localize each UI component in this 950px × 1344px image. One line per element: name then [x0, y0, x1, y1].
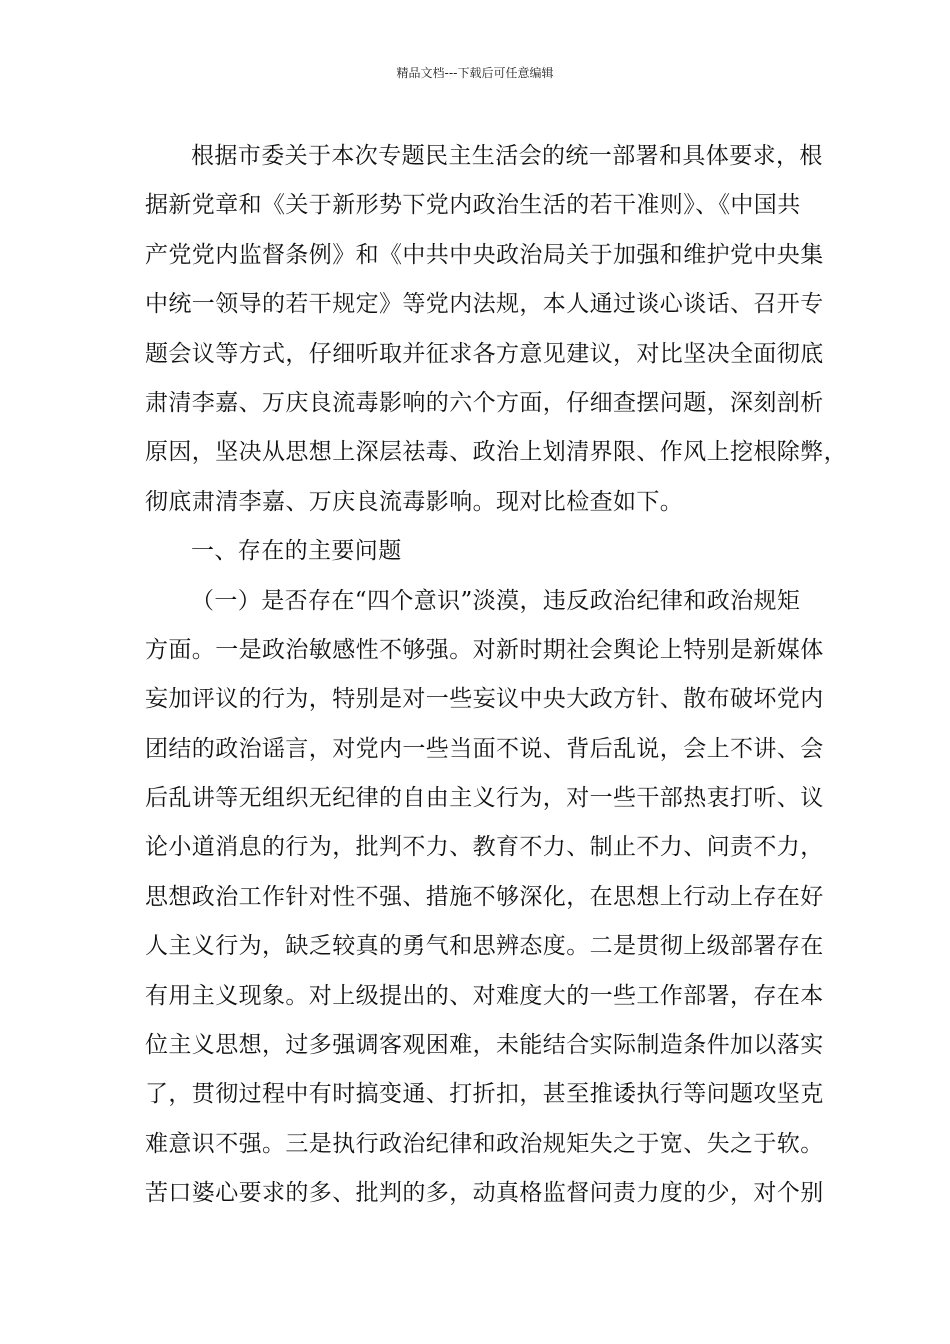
- paragraph-line: 方面。一是政治敏感性不够强。对新时期社会舆论上特别是新媒体: [145, 636, 824, 663]
- paragraph-line: 根据市委关于本次专题民主生活会的统一部署和具体要求，根: [191, 143, 823, 169]
- page-header: 精品文档---下载后可任意编辑: [396, 66, 554, 80]
- paragraph-line: 思想政治工作针对性不强、措施不够深化，在思想上行动上存在好: [145, 883, 824, 910]
- paragraph-line: 位主义思想，过多强调客观困难，未能结合实际制造条件加以落实: [145, 1032, 824, 1059]
- paragraph-line: 据新党章和《关于新形势下党内政治生活的若干准则》、《中国共: [145, 192, 801, 219]
- paragraph-line: 妄加评议的行为，特别是对一些妄议中央大政方针、散布破坏党内: [145, 686, 824, 713]
- body-text: [145, 132, 847, 1219]
- paragraph-line: 难意识不强。三是执行政治纪律和政治规矩失之于宽、失之于软。: [145, 1130, 824, 1157]
- paragraph-line: 有用主义现象。对上级提出的、对难度大的一些工作部署，存在本: [145, 982, 824, 1009]
- paragraph-line: 彻底肃清李嘉、万庆良流毒影响。现对比检查如下。: [145, 488, 684, 515]
- paragraph-line: 团结的政治谣言，对党内一些当面不说、背后乱说，会上不讲、会: [145, 735, 824, 762]
- paragraph-line: 论小道消息的行为，批判不力、教育不力、制止不力、问责不力，: [145, 834, 824, 861]
- paragraph-line: 原因，坚决从思想上深层祛毒、政治上划清界限、作风上挖根除弊，: [145, 439, 847, 466]
- paragraph-line: 中统一领导的若干规定》等党内法规，本人通过谈心谈话、召开专: [145, 291, 824, 318]
- section-heading: 一、存在的主要问题: [191, 538, 402, 565]
- paragraph-line: 题会议等方式，仔细听取并征求各方意见建议，对比坚决全面彻底: [145, 340, 824, 367]
- paragraph-line: 苦口婆心要求的多、批判的多，动真格监督问责力度的少，对个别: [145, 1180, 824, 1207]
- paragraph-line: 肃清李嘉、万庆良流毒影响的六个方面，仔细查摆问题，深刻剖析: [145, 389, 824, 416]
- paragraph-line: 了，贯彻过程中有时搞变通、打折扣，甚至推诿执行等问题攻坚克: [145, 1081, 824, 1108]
- paragraph-line: 人主义行为，缺乏较真的勇气和思辨态度。二是贯彻上级部署存在: [145, 933, 824, 960]
- paragraph-line: 后乱讲等无组织无纪律的自由主义行为，对一些干部热衷打听、议: [145, 785, 824, 812]
- paragraph-line: 产党党内监督条例》和《中共中央政治局关于加强和维护党中央集: [145, 241, 824, 268]
- paragraph-line: （一）是否存在“四个意识”淡漠，违反政治纪律和政治规矩: [191, 587, 801, 614]
